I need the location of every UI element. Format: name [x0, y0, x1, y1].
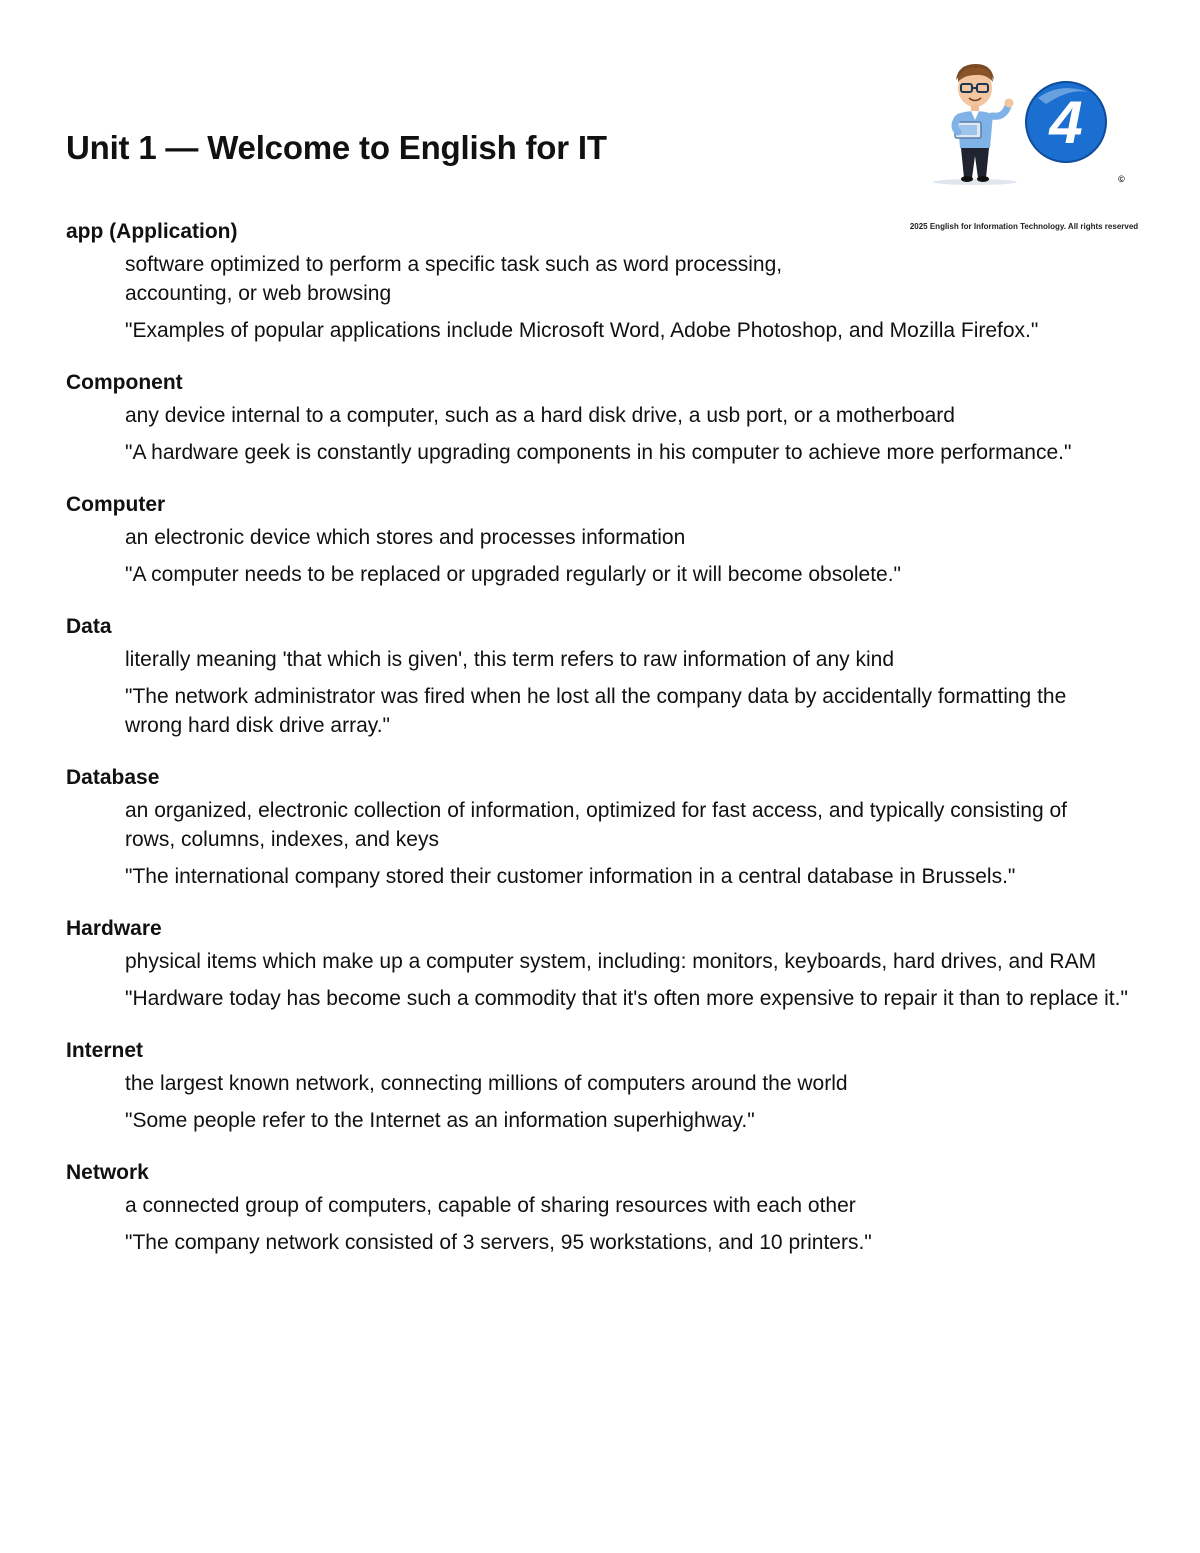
glossary-definition: software optimized to perform a specific task such as word processing, accounting, or web browsing [125, 253, 783, 305]
glossary-example: "Hardware today has become such a commodity that it's often more expensive to repair it than to replace it." [125, 987, 1128, 1010]
glossary-entry [66, 764, 1146, 891]
cartoon-developer-with-number-badge-icon [920, 58, 1110, 188]
glossary-example: "The network administrator was fired when he lost all the company data by accidentally formatting the wrong hard disk drive array." [125, 685, 1067, 737]
number-badge [1026, 82, 1106, 162]
glossary-term: Network [66, 1161, 149, 1184]
glossary-definition: any device internal to a computer, such as a hard disk drive, a usb port, or a motherboard [125, 404, 955, 427]
cartoon-developer-icon [933, 64, 1017, 185]
glossary-example: "A computer needs to be replaced or upgraded regularly or it will become obsolete." [125, 563, 902, 586]
glossary-entry [66, 1037, 1146, 1135]
glossary-entry [66, 915, 1146, 1013]
glossary-definition: physical items which make up a computer system, including: monitors, keyboards, hard drives, and RAM [125, 950, 1097, 973]
glossary-entry [66, 491, 1146, 589]
glossary-term: Internet [66, 1039, 144, 1062]
glossary-entry [66, 613, 1146, 740]
glossary-entry [66, 1159, 1146, 1257]
glossary-definition: a connected group of computers, capable of sharing resources with each other [125, 1194, 856, 1217]
glossary-example: "A hardware geek is constantly upgrading components in his computer to achieve more performance." [125, 441, 1072, 464]
glossary-example: "The company network consisted of 3 servers, 95 workstations, and 10 printers." [125, 1231, 872, 1254]
glossary-definition: an organized, electronic collection of information, optimized for fast access, and typically consisting of rows, columns, indexes, and keys [125, 799, 1067, 851]
glossary-example: "Examples of popular applications include Microsoft Word, Adobe Photoshop, and Mozilla Firefox." [125, 319, 1039, 342]
glossary-term: Computer [66, 493, 166, 516]
badge-number: 4 [1049, 89, 1083, 156]
glossary-example: "Some people refer to the Internet as an information superhighway." [125, 1109, 755, 1132]
glossary-entry [66, 218, 1146, 345]
glossary-definition: literally meaning 'that which is given', this term refers to raw information of any kind [125, 648, 895, 671]
glossary-term: app (Application) [66, 220, 238, 243]
copyright-mark: © [1118, 174, 1125, 184]
glossary-entry [66, 369, 1146, 467]
glossary-term: Component [66, 371, 183, 394]
glossary-definition: an electronic device which stores and processes information [125, 526, 686, 549]
glossary-definition: the largest known network, connecting millions of computers around the world [125, 1072, 848, 1095]
glossary-term: Hardware [66, 917, 162, 940]
glossary-example: "The international company stored their customer information in a central database in Brussels." [125, 865, 1016, 888]
page-title: Unit 1 — Welcome to English for IT [66, 129, 607, 166]
copyright-text: 2025 English for Information Technology. All rights reserved [909, 222, 1139, 231]
glossary-term: Database [66, 766, 160, 789]
glossary-term: Data [66, 615, 112, 638]
glossary-list [66, 218, 1146, 1257]
